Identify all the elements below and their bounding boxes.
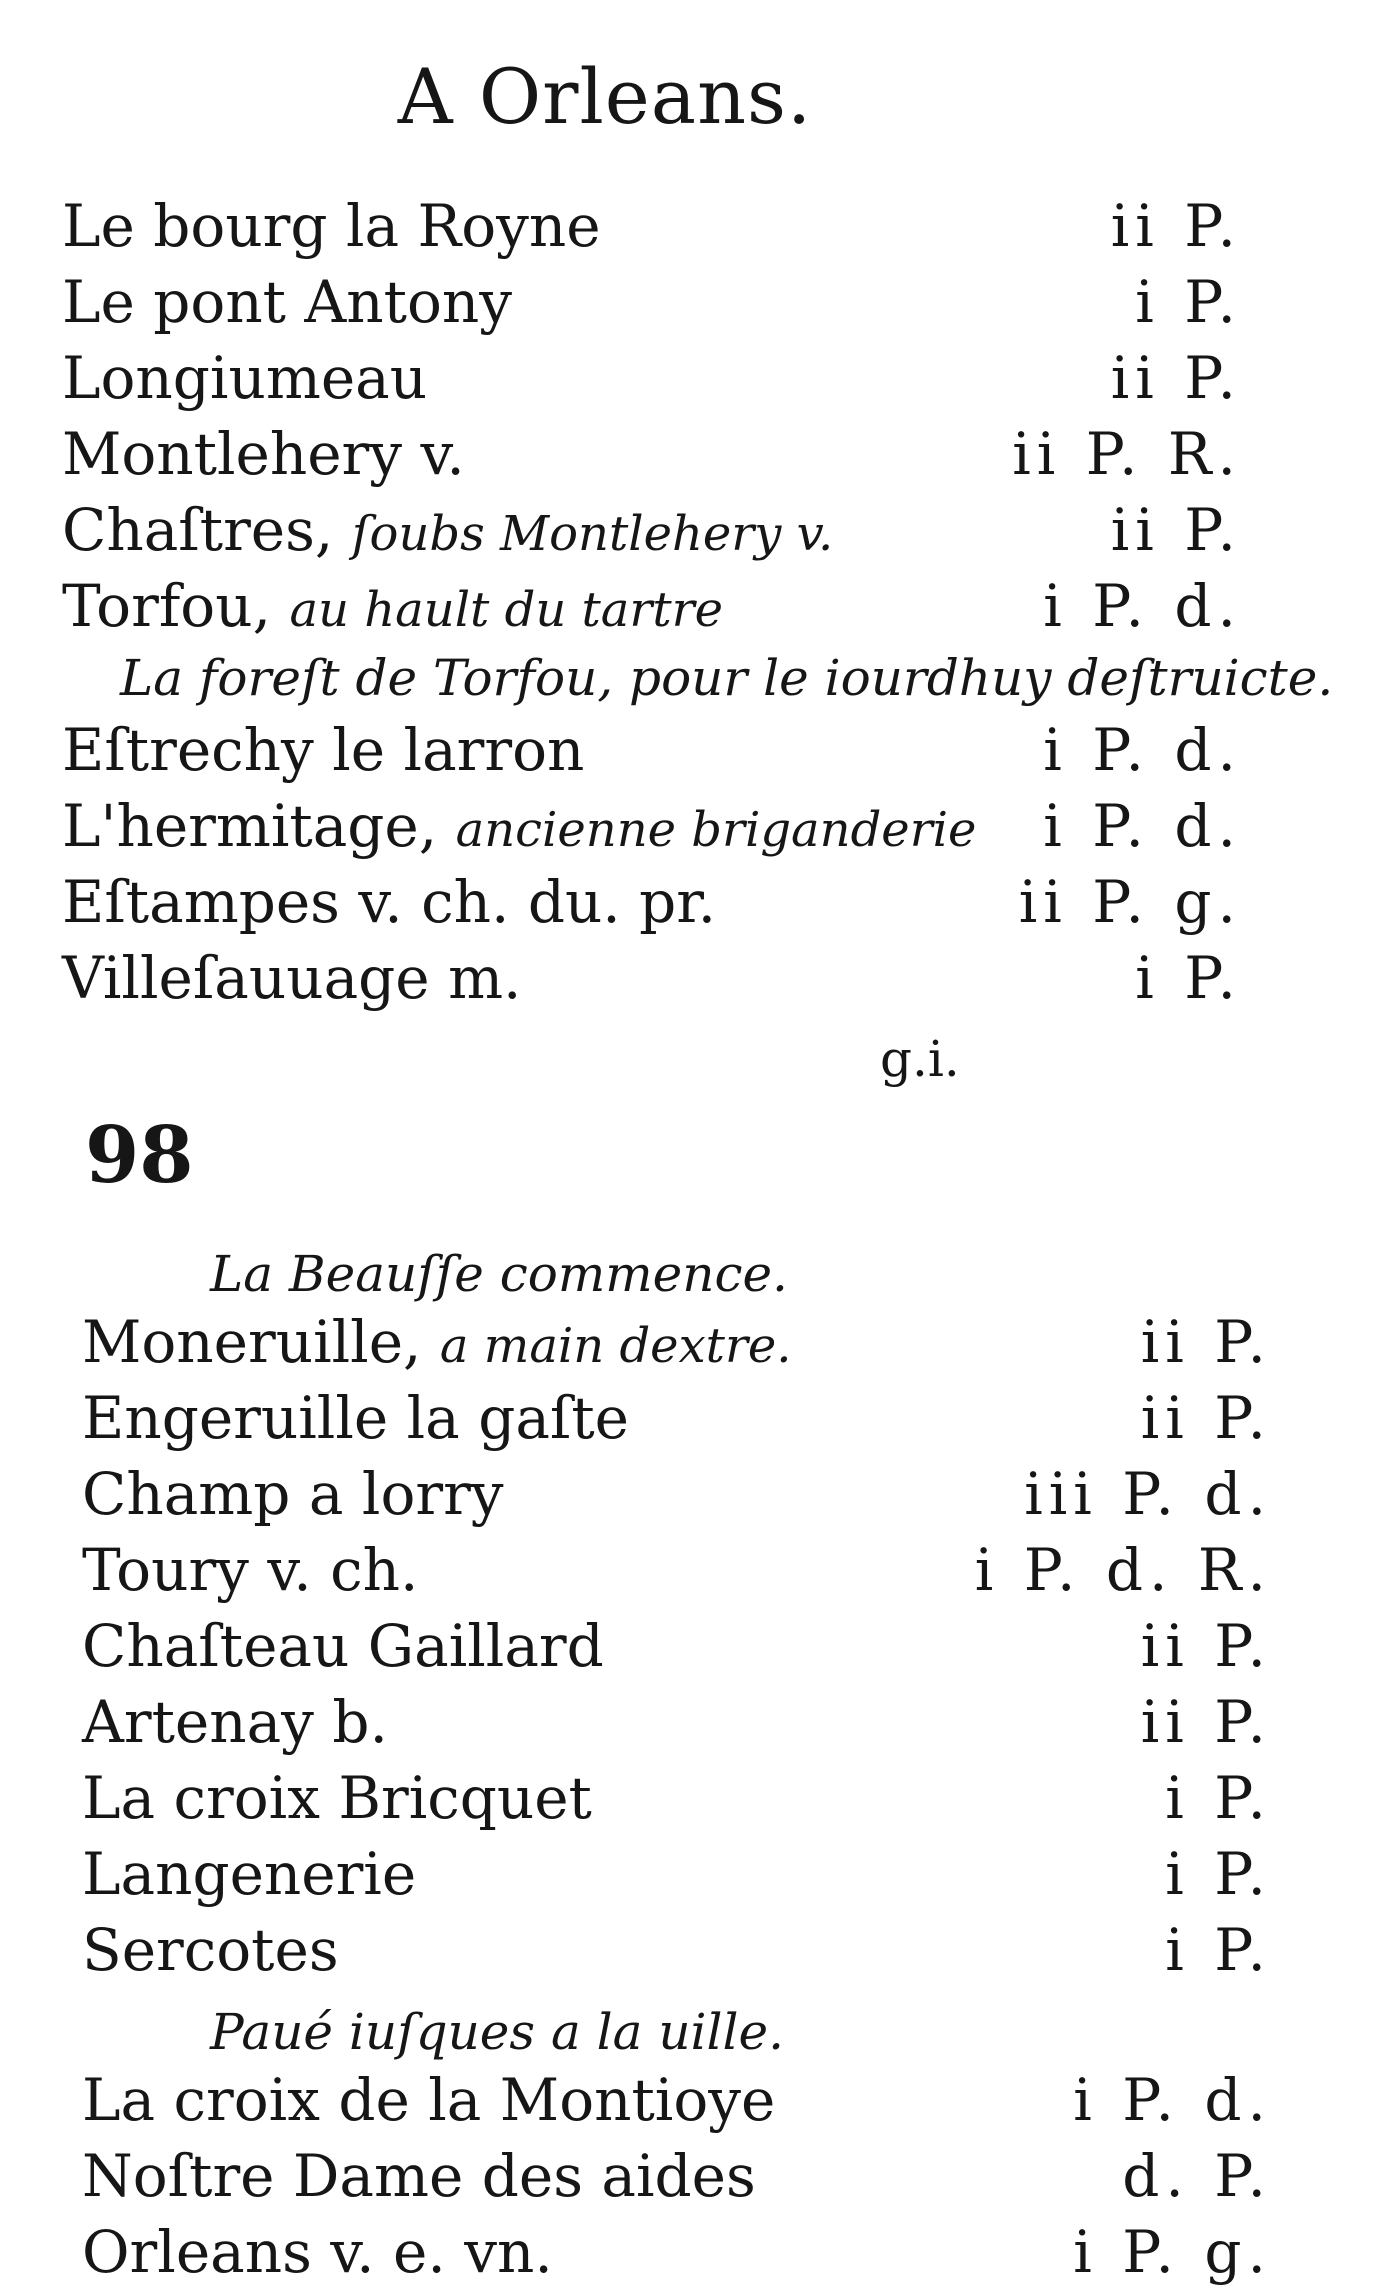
distance-marks: i P. d. R. <box>974 1536 1272 1604</box>
distance-marks: d. P. <box>1122 2142 1272 2210</box>
route-entry <box>82 1610 1272 1682</box>
distance-marks: i P. <box>1165 1840 1272 1908</box>
route-entry <box>62 942 1242 1014</box>
route-entry <box>62 418 1242 490</box>
distance-marks: i P. d. <box>1043 792 1242 860</box>
route-entry <box>82 1458 1272 1530</box>
place-name: Eſtampes v. ch. du. pr. <box>62 868 717 936</box>
place-note: ſoubs Montlehery v. <box>351 506 834 562</box>
place-name: Sercotes <box>82 1916 339 1984</box>
place-name: Torfou, au hault du tartre <box>62 572 723 640</box>
route-entry <box>82 1534 1272 1606</box>
distance-marks: i P. <box>1165 1764 1272 1832</box>
route-entry <box>82 1382 1272 1454</box>
place-name: Toury v. ch. <box>82 1536 419 1604</box>
route-entry <box>62 790 1242 862</box>
place-name: Le bourg la Royne <box>62 192 601 260</box>
route-entry <box>62 866 1242 938</box>
distance-marks: iii P. d. <box>1024 1460 1272 1528</box>
route-entry <box>82 1914 1272 1986</box>
distance-marks: ii P. <box>1110 496 1242 564</box>
distance-marks: ii P. g. <box>1018 868 1242 936</box>
place-name: Artenay b. <box>82 1688 388 1756</box>
route-entry <box>82 2140 1272 2212</box>
distance-marks: ii P. <box>1110 192 1242 260</box>
route-entry <box>62 342 1242 414</box>
place-name: L'hermitage, ancienne briganderie <box>62 792 977 860</box>
place-note: au hault du tartre <box>289 582 723 638</box>
route-entry <box>82 2216 1272 2288</box>
place-name: Longiumeau <box>62 344 428 412</box>
paue-note: Paué iuſques a la uille. <box>210 2003 784 2061</box>
place-name: Montlehery v. <box>62 420 465 488</box>
place-name: Moneruille, a main dextre. <box>82 1308 792 1376</box>
page-number: 98 <box>85 1110 194 1201</box>
signature-mark: g.i. <box>880 1030 960 1088</box>
place-name: Chaſteau Gaillard <box>82 1612 604 1680</box>
distance-marks: i P. d. <box>1043 572 1242 640</box>
route-entry <box>62 714 1242 786</box>
route-entry <box>82 1686 1272 1758</box>
route-entry <box>82 2064 1272 2136</box>
distance-marks: ii P. <box>1140 1384 1272 1452</box>
distance-marks: ii P. R. <box>1012 420 1242 488</box>
distance-marks: i P. g. <box>1073 2218 1272 2286</box>
place-name: Champ a lorry <box>82 1460 504 1528</box>
place-name: Orleans v. e. vn. <box>82 2218 553 2286</box>
place-name: La croix Bricquet <box>82 1764 592 1832</box>
distance-marks: i P. <box>1135 268 1242 336</box>
distance-marks: ii P. <box>1110 344 1242 412</box>
place-name: Le pont Antony <box>62 268 513 336</box>
distance-marks: i P. <box>1135 944 1242 1012</box>
route-entry <box>82 1762 1272 1834</box>
place-name: Chaſtres, ſoubs Montlehery v. <box>62 496 834 564</box>
distance-marks: i P. d. <box>1073 2066 1272 2134</box>
route-entry <box>82 1838 1272 1910</box>
route-entry <box>82 1306 1272 1378</box>
beausse-note: La Beauſſe commence. <box>210 1245 788 1303</box>
route-entry <box>62 190 1242 262</box>
place-note: a main dextre. <box>439 1318 792 1374</box>
distance-marks: ii P. <box>1140 1688 1272 1756</box>
distance-marks: ii P. <box>1140 1308 1272 1376</box>
place-name: Noſtre Dame des aides <box>82 2142 756 2210</box>
place-name: Eſtrechy le larron <box>62 716 585 784</box>
place-name: Villeſauuage m. <box>62 944 522 1012</box>
place-name: Langenerie <box>82 1840 417 1908</box>
page-title: A Orleans. <box>397 52 813 141</box>
route-entry <box>62 570 1242 642</box>
place-note: ancienne briganderie <box>455 802 977 858</box>
distance-marks: i P. <box>1165 1916 1272 1984</box>
route-entry <box>62 494 1242 566</box>
distance-marks: i P. d. <box>1043 716 1242 784</box>
distance-marks: ii P. <box>1140 1612 1272 1680</box>
route-entry <box>62 266 1242 338</box>
place-name: La croix de la Montioye <box>82 2066 776 2134</box>
place-name: Engeruille la gaſte <box>82 1384 630 1452</box>
forest-note: La foreſt de Torfou, pour le iourdhuy deſtruicte. <box>120 649 1334 707</box>
